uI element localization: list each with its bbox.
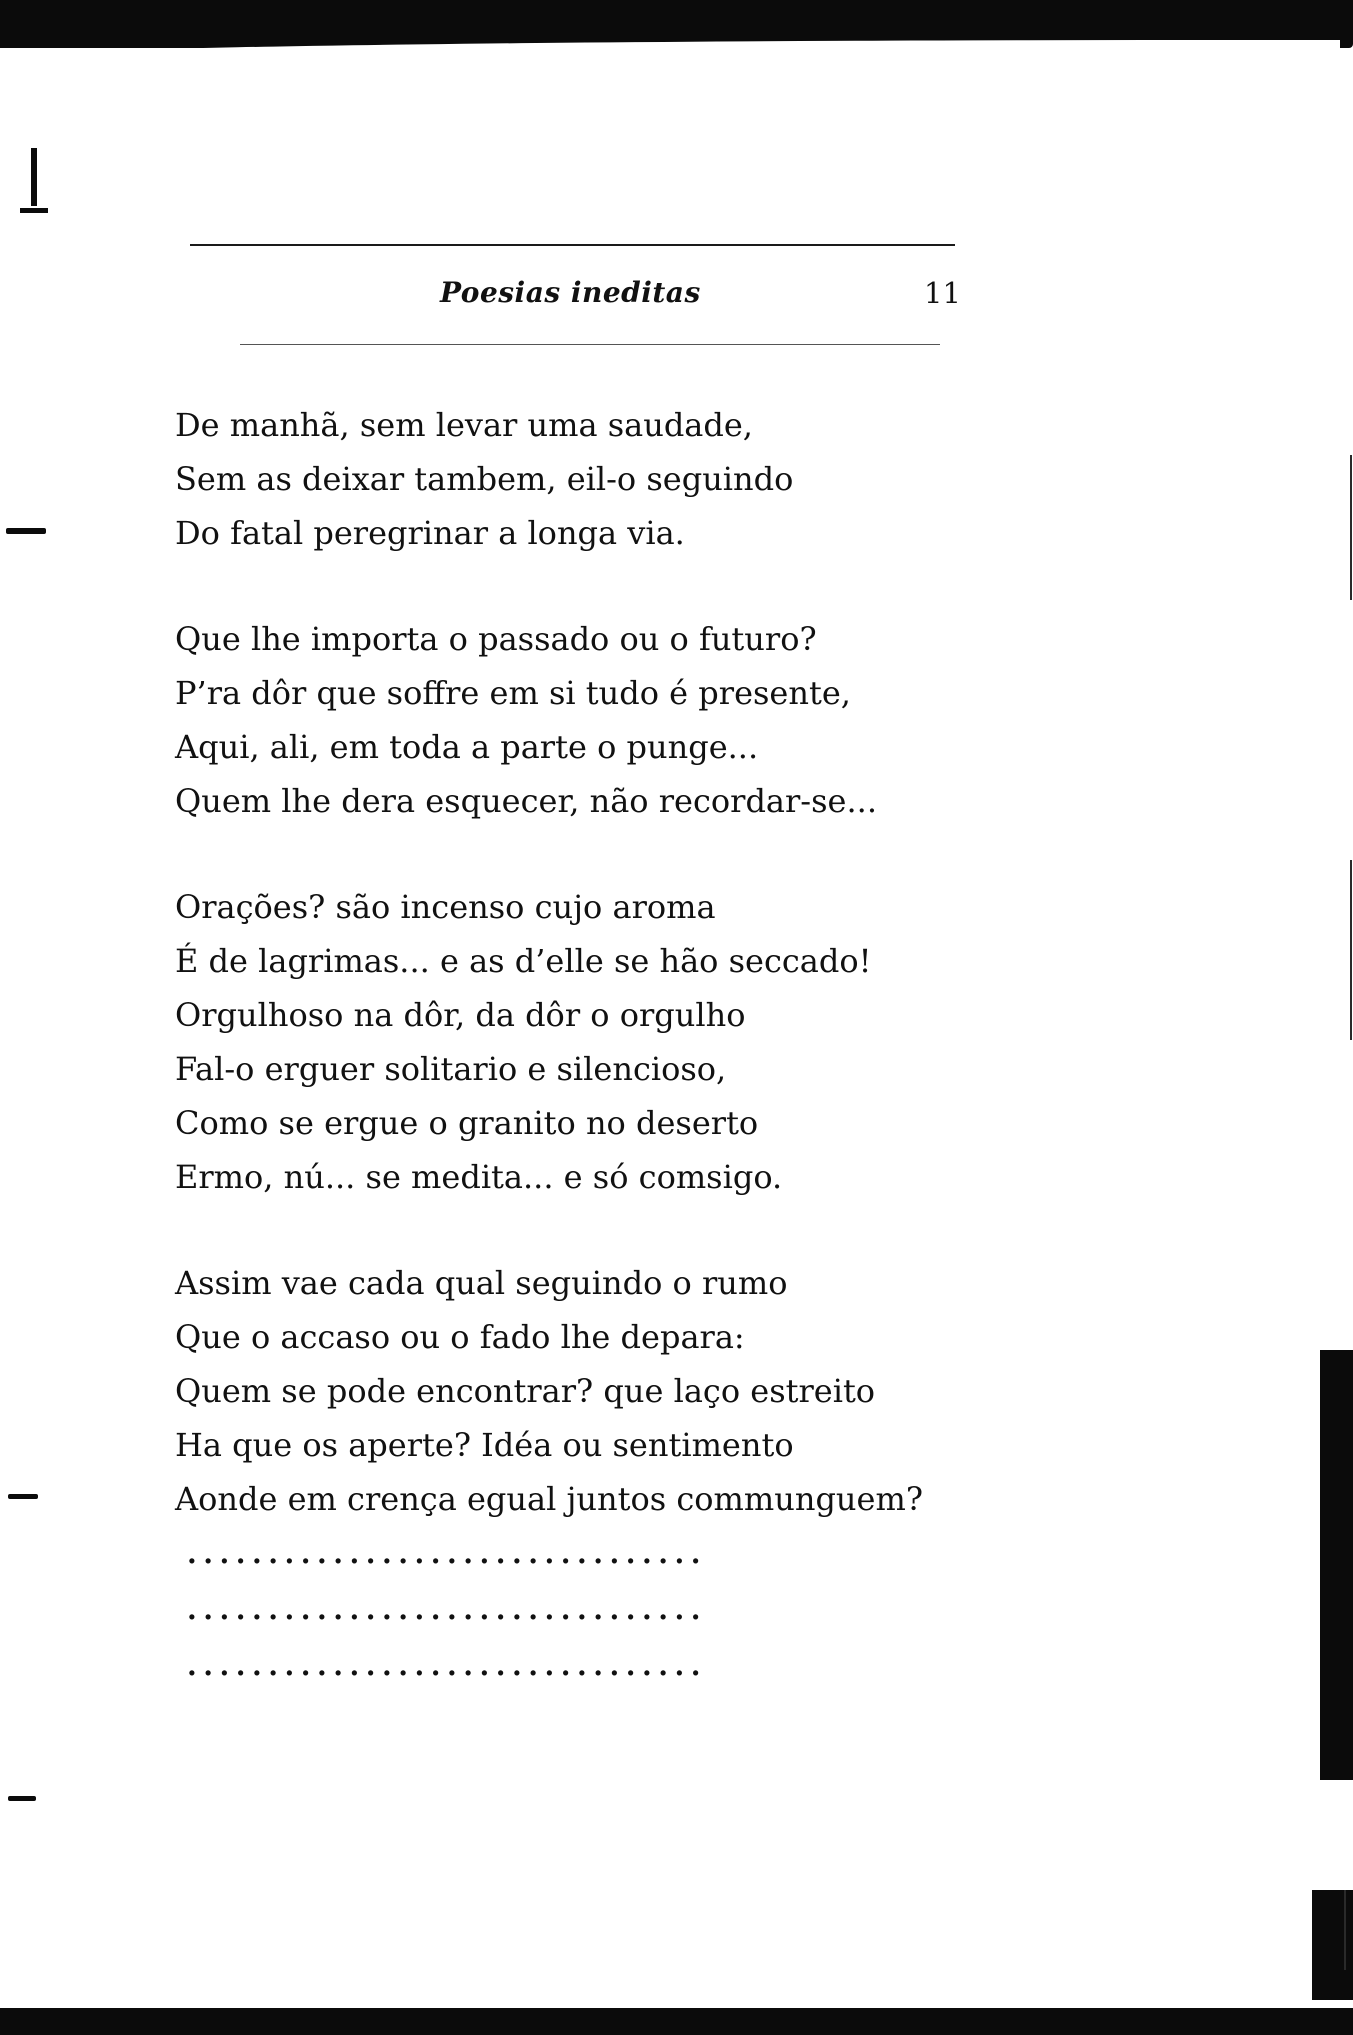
header-rule-top bbox=[190, 244, 955, 246]
poem-line: Que o accaso ou o fado lhe depara: bbox=[175, 1318, 745, 1356]
corner-mark-foot bbox=[20, 208, 48, 213]
ellipsis-row: ................................ bbox=[187, 1593, 707, 1626]
poem-line: Assim vae cada qual seguindo o rumo bbox=[175, 1264, 788, 1302]
poem-body bbox=[175, 398, 975, 1694]
page-edge-line-3 bbox=[1344, 1890, 1346, 1970]
poem-line: Sem as deixar tambem, eil-o seguindo bbox=[175, 460, 794, 498]
poem-line: Ermo, nú... se medita... e só comsigo. bbox=[175, 1158, 783, 1196]
poem-line: Orgulhoso na dôr, da dôr o orgulho bbox=[175, 996, 746, 1034]
stanza-2 bbox=[175, 612, 975, 828]
scan-border-right-bottom bbox=[1312, 1890, 1353, 2000]
poem-line: É de lagrimas... e as d’elle se hão seccado! bbox=[175, 942, 872, 980]
poem-line: Ha que os aperte? Idéa ou sentimento bbox=[175, 1426, 794, 1464]
poem-line: P’ra dôr que soffre em si tudo é presente, bbox=[175, 674, 851, 712]
stanza-3 bbox=[175, 880, 975, 1204]
header-rule-bottom bbox=[240, 344, 940, 345]
stanza-4 bbox=[175, 1256, 975, 1526]
poem-line: Aqui, ali, em toda a parte o punge... bbox=[175, 728, 759, 766]
margin-tick-1 bbox=[6, 528, 46, 534]
page-number: 11 bbox=[924, 276, 961, 310]
page-edge-line-2 bbox=[1350, 860, 1352, 1040]
ellipsis-row: ................................ bbox=[187, 1537, 707, 1570]
margin-tick-3 bbox=[8, 1796, 36, 1801]
poem-line: Fal-o erguer solitario e silencioso, bbox=[175, 1050, 727, 1088]
corner-mark-stem bbox=[31, 148, 37, 206]
scan-border-bottom bbox=[0, 2008, 1353, 2035]
poem-line: Do fatal peregrinar a longa via. bbox=[175, 514, 685, 552]
poem-line: Que lhe importa o passado ou o futuro? bbox=[175, 620, 817, 658]
page-edge-line-1 bbox=[1350, 455, 1352, 600]
poem-line: Aonde em crença egual juntos communguem? bbox=[175, 1480, 923, 1518]
ellipsis-row: ................................ bbox=[187, 1649, 707, 1682]
margin-tick-2 bbox=[8, 1494, 38, 1499]
corner-registration-mark bbox=[26, 148, 42, 222]
poem-line: De manhã, sem levar uma saudade, bbox=[175, 406, 753, 444]
running-head-title: Poesias ineditas bbox=[440, 276, 701, 309]
poem-line: Quem lhe dera esquecer, não recordar-se... bbox=[175, 782, 877, 820]
poem-line: Quem se pode encontrar? que laço estreito bbox=[175, 1372, 876, 1410]
scan-border-right bbox=[1320, 1350, 1353, 1780]
stanza-1 bbox=[175, 398, 975, 560]
poem-line: Orações? são incenso cujo aroma bbox=[175, 888, 716, 926]
poem-line: Como se ergue o granito no deserto bbox=[175, 1104, 759, 1142]
